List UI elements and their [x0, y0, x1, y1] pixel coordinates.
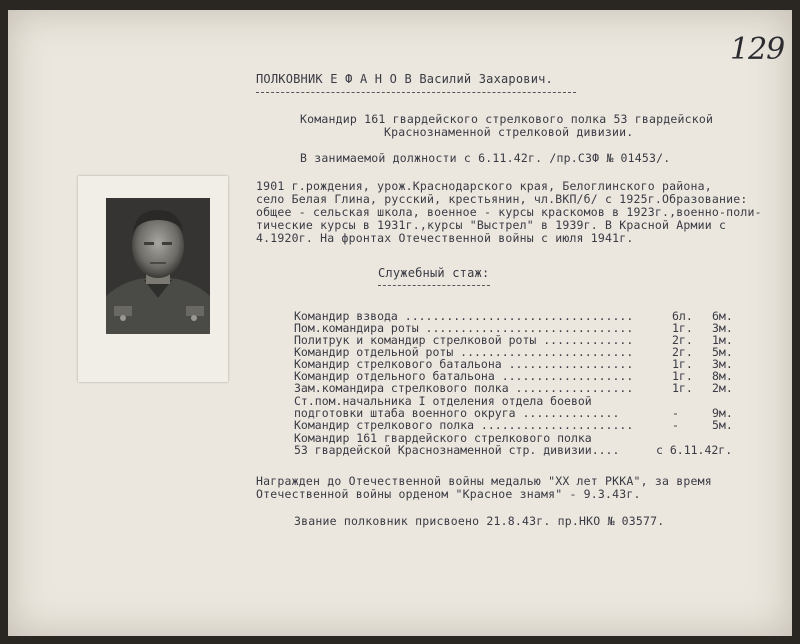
position-line-1: Командир 161 гвардейского стрелкового полка 53 гвардейской	[300, 112, 714, 126]
service-months: 6м.	[712, 309, 733, 323]
bio-line-1: 1901 г.рождения, урож.Краснодарского края, Белоглинского района,	[256, 179, 712, 193]
service-label: Командир стрелкового полка ......................	[294, 418, 634, 432]
service-months: 9м.	[712, 406, 733, 420]
service-label: Политрук и командир стрелковой роты .............	[294, 333, 634, 347]
service-years: с 6.11.42г.	[656, 443, 733, 457]
portrait-image	[106, 198, 210, 334]
service-title-underline	[378, 285, 490, 286]
portrait-photo	[106, 198, 210, 334]
bio-line-3: общее - сельская школа, военное - курсы краскомов в 1923г.,военно-поли-	[256, 205, 762, 219]
service-months: 1м.	[712, 333, 733, 347]
service-years: 1г.	[672, 381, 693, 395]
position-line-2: Краснознаменной стрелковой дивизии.	[384, 125, 634, 139]
bio-line-2: село Белая Глина, русский, крестьянин, чл.ВКП/б/ с 1925г.Образование:	[256, 192, 748, 206]
service-label: Командир 161 гвардейского стрелкового полка	[294, 431, 592, 445]
service-months: 8м.	[712, 369, 733, 383]
service-label: Пом.командира роты ..............................	[294, 321, 634, 335]
bio-line-5: 4.1920г. На фронтах Отечественной войны с июля 1941г.	[256, 231, 634, 245]
service-label: 53 гвардейской Краснознаменной стр. дивизии....	[294, 443, 620, 457]
service-years: -	[672, 418, 679, 432]
service-years: 1г.	[672, 357, 693, 371]
service-label: Зам.командира стрелкового полка .................	[294, 381, 634, 395]
bio-line-4: тические курсы в 1931г.,курсы "Выстрел" в 1939г. В Красной Армии с	[256, 218, 727, 232]
service-months: 3м.	[712, 321, 733, 335]
awards-line-2: Отечественной войны орденом "Красное знамя" - 9.3.43г.	[256, 487, 641, 501]
service-row	[294, 418, 754, 431]
service-label: Командир взвода .................................	[294, 309, 634, 323]
service-label: Командир стрелкового батальона ..................	[294, 357, 634, 371]
service-label: подготовки штаба военного округа ..............	[294, 406, 620, 420]
officer-name: ПОЛКОВНИК Е Ф А Н О В Василий Захарович.	[256, 72, 553, 86]
photo-mount	[78, 176, 228, 382]
position-since: В занимаемой должности с 6.11.42г. /пр.СЗФ № 01453/.	[300, 151, 671, 165]
service-label: Командир отдельной роты .........................	[294, 345, 634, 359]
service-row	[294, 381, 754, 394]
service-months: 5м.	[712, 345, 733, 359]
service-years: 2г.	[672, 333, 693, 347]
service-label: Ст.пом.начальника I отделения отдела боевой	[294, 394, 592, 408]
service-months: 2м.	[712, 381, 733, 395]
archive-number: 129	[730, 32, 785, 67]
service-title: Служебный стаж:	[378, 266, 490, 280]
service-years: 1г.	[672, 369, 693, 383]
service-years: 1г.	[672, 321, 693, 335]
service-years: 6л.	[672, 309, 693, 323]
rank-line: Звание полковник присвоено 21.8.43г. пр.НКО № 03577.	[294, 514, 665, 528]
document-sheet	[8, 10, 792, 636]
service-row	[294, 443, 754, 456]
service-label: Командир отдельного батальона ...................	[294, 369, 634, 383]
service-years: -	[672, 406, 679, 420]
name-underline	[256, 92, 576, 93]
awards-line-1: Награжден до Отечественной войны медалью "XX лет РККА", за время	[256, 474, 712, 488]
service-months: 5м.	[712, 418, 733, 432]
service-years: 2г.	[672, 345, 693, 359]
service-months: 3м.	[712, 357, 733, 371]
